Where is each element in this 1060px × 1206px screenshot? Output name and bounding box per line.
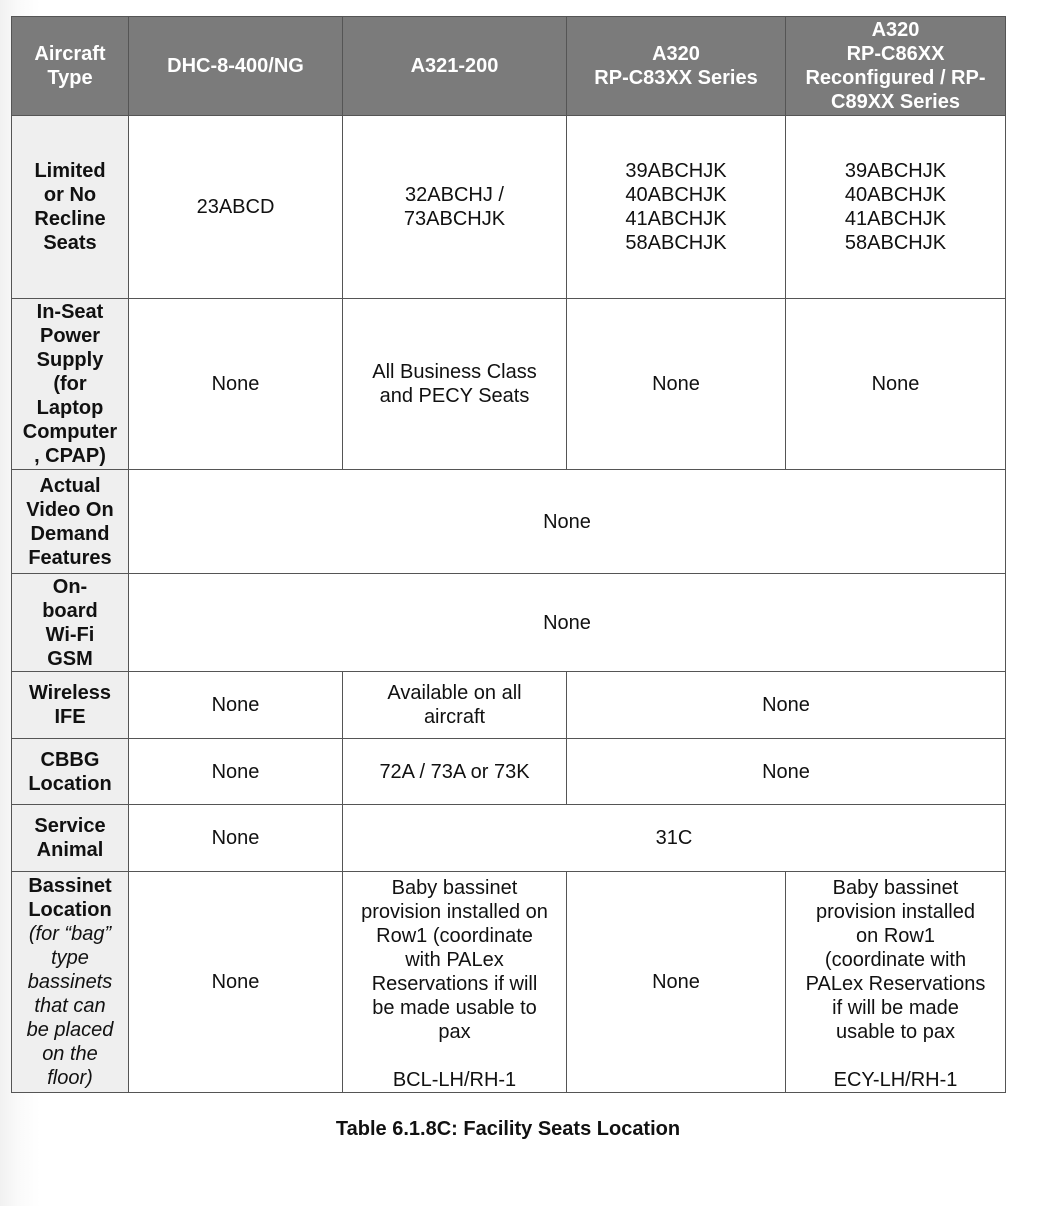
- header-a320-c86xx-c89xx: A320 RP-C86XX Reconfigured / RP- C89XX Series: [786, 17, 1006, 116]
- header-aircraft-type: Aircraft Type: [12, 17, 129, 116]
- header-a321-200: A321-200: [343, 17, 567, 116]
- row-label-bassinet: [12, 872, 129, 1093]
- table-row-cbbg: [12, 739, 1006, 805]
- table-header-row: [12, 17, 1006, 116]
- cell-power-dhc: None: [129, 299, 343, 470]
- row-label-bassinet-title: Bassinet Location: [28, 875, 112, 921]
- cell-bassinet-a321: [343, 872, 567, 1093]
- cell-service-animal-a321-a320: 31C: [343, 805, 1006, 872]
- cell-recline-a320-c86: 39ABCHJK 40ABCHJK 41ABCHJK 58ABCHJK: [786, 116, 1006, 299]
- cell-cbbg-dhc: None: [129, 739, 343, 805]
- table-caption: Table 6.1.8C: Facility Seats Location: [335, 1118, 681, 1140]
- row-label-recline: Limited or No Recline Seats: [12, 116, 129, 299]
- row-label-wifi: On- board Wi-Fi GSM: [12, 574, 129, 672]
- header-a320-c83xx: A320 RP-C83XX Series: [567, 17, 786, 116]
- cell-wireless-ife-dhc: None: [129, 672, 343, 739]
- cell-cbbg-a320: None: [567, 739, 1006, 805]
- cell-wireless-ife-a321: Available on all aircraft: [343, 672, 567, 739]
- cell-bassinet-a320-c86: [786, 872, 1006, 1093]
- cell-video-all: None: [129, 470, 1006, 574]
- table-row-bassinet: [12, 872, 1006, 1093]
- table-row-video: [12, 470, 1006, 574]
- cell-recline-a321: 32ABCHJ / 73ABCHJK: [343, 116, 567, 299]
- cell-power-a321: All Business Class and PECY Seats: [343, 299, 567, 470]
- row-label-bassinet-note: (for “bag” type bassinets that can be placed on the floor): [26, 923, 114, 1089]
- table-row-recline: [12, 116, 1006, 299]
- table-row-wifi: [12, 574, 1006, 672]
- header-dhc-8-400: DHC-8-400/NG: [129, 17, 343, 116]
- facility-seats-table: [11, 16, 1006, 1093]
- table-row-power: [12, 299, 1006, 470]
- cell-wifi-all: None: [129, 574, 1006, 672]
- cell-recline-a320-c83: 39ABCHJK 40ABCHJK 41ABCHJK 58ABCHJK: [567, 116, 786, 299]
- bassinet-a320-text: Baby bassinet provision installed on Row1 (coordinate with PALex Reservations if will be made usable to pax: [805, 877, 986, 1043]
- row-label-video: Actual Video On Demand Features: [12, 470, 129, 574]
- cell-power-a320-c83: None: [567, 299, 786, 470]
- cell-recline-dhc: 23ABCD: [129, 116, 343, 299]
- table-row-service-animal: [12, 805, 1006, 872]
- bassinet-a321-text: Baby bassinet provision installed on Row1 (coordinate with PALex Reservations if will be made usable to pax: [361, 877, 548, 1043]
- cell-bassinet-dhc: None: [129, 872, 343, 1093]
- row-label-service-animal: Service Animal: [12, 805, 129, 872]
- cell-service-animal-dhc: None: [129, 805, 343, 872]
- row-label-wireless-ife: Wireless IFE: [12, 672, 129, 739]
- row-label-power: In-Seat Power Supply (for Laptop Computer , CPAP): [12, 299, 129, 470]
- bassinet-a321-code: BCL-LH/RH-1: [392, 1069, 517, 1091]
- row-label-cbbg: CBBG Location: [12, 739, 129, 805]
- bassinet-a320-code: ECY-LH/RH-1: [833, 1069, 958, 1091]
- table-row-wireless-ife: [12, 672, 1006, 739]
- cell-cbbg-a321: 72A / 73A or 73K: [343, 739, 567, 805]
- cell-bassinet-a320-c83: None: [567, 872, 786, 1093]
- cell-power-a320-c86: None: [786, 299, 1006, 470]
- cell-wireless-ife-a320: None: [567, 672, 1006, 739]
